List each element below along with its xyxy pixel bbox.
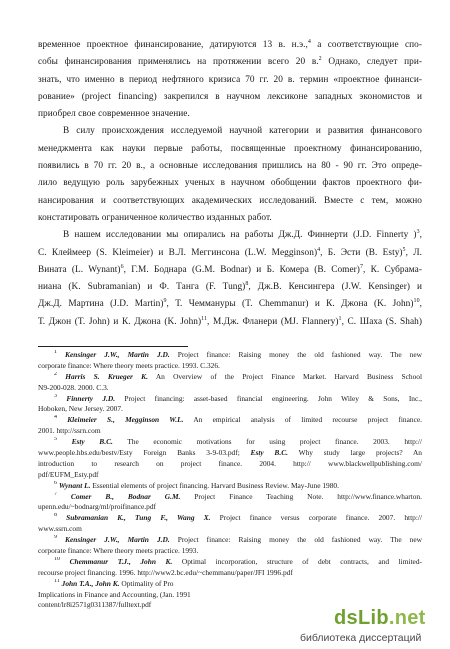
footnote-8-cont: www.ssrn.com — [38, 524, 82, 534]
text-line: приобрел свое современное значение. — [38, 109, 190, 120]
footnote-6: $^6$ Wynant L. Essential elements of project financing. Harvard Business Review. May-June 1980. — [54, 480, 339, 490]
text-line: появились в 70 гг. 20 в., а основные исследования пришлись на 80 - 90 гг. Это опреде- — [38, 161, 422, 172]
text-line: лило ведущую роль зарубежных ученых в научном обобщении фактов проектного фи- — [38, 178, 422, 189]
dslib-tagline: библиотека диссертаций — [300, 632, 422, 644]
footnote-5-cont: www.people.hbs.edu/bestv/Esty Foreign Banks 3-9-03.pdf; Esty B.C. Why study large projects? An — [38, 448, 422, 458]
footnote-1: $^1$ Kensinger J.W., Martin J.D. Project finance: Raising money the old fashioned way. The new — [54, 350, 422, 359]
footnote-11-cont: Implications in Finance and Accounting, (Jan. 1991 — [38, 589, 191, 599]
footnote-8: $^8$ Subramanian K., Tung F., Wang X. Project finance versus corporate finance. 2007. http:// — [54, 513, 422, 523]
text-line: констатировать ограниченное количество изданных работ. — [38, 212, 272, 223]
footnote-11: $^{11}$ John T.A., John K. Optimality of Pro — [54, 578, 174, 588]
footnote-2: $^2$ Harris S. Krueger K. An Overview of the Project Finance Market. Harvard Business School — [54, 371, 422, 381]
footnote-7: $^7$ Comer B., Bodnar G.M. Project Finance Teaching Note. http://www.finance.wharton. — [54, 491, 422, 501]
dslib-logo[interactable]: dsLib.net — [334, 607, 426, 629]
text-line: В нашем исследовании мы опирались на работы Дж.Д. Финнерти (J.D. Finnerty )$^3$, — [63, 229, 422, 241]
footnotes — [38, 350, 422, 611]
text-line: В силу происхождения исследуемой научной категории и развития финансового — [63, 126, 422, 137]
text-line: ниана (K. Subramanian) и Ф. Танга (F. Tung)$^8$, Дж.В. Кенсингера (J.W. Kensinger) и — [38, 281, 422, 293]
footnote-4-cont: 2001. http://ssrn.com — [38, 426, 101, 436]
text-line: Дж.Д. Мартина (J.D. Martin)$^9$, Т. Чеммануры (T. Chemmanur) и К. Джона (K. John)$^{10}$, — [38, 298, 422, 310]
body-text — [38, 37, 422, 331]
footnote-3-cont: Hoboken, New Jersey. 2007. — [38, 404, 123, 414]
footnote-1-cont: corporate finance: Where theory meets practice. 1993. С.326. — [38, 360, 220, 370]
text-line: нансирования и соответствующих академических исследований. Вместе с тем, можно — [38, 195, 422, 206]
footnote-9-cont: corporate finance: Where theory meets practice. 1993. — [38, 546, 199, 556]
footnote-3: $^3$ Finnerty J.D. Project financing: asset-based financial engineering. John Wiley & Sons, Inc., — [54, 393, 422, 403]
text-line: Т. Джон (T. John) и К. Джона (K. John)$^{11}$, М.Дж. Фланери (MJ. Flannery)$^1$, С. Шаха (S. Shah) — [38, 315, 422, 327]
footnote-4: $^4$ Kleimeier S., Megginson W.L. An empirical analysis of limited recourse project finance. — [54, 415, 422, 425]
text-line: менеджмента как науки первые работы, посвященные проектному финансированию, — [38, 143, 422, 154]
footnote-5: $^5$ Esty B.C. The economic motivations for using project finance. 2003. http:// — [54, 437, 422, 447]
footnote-separator — [38, 346, 188, 347]
text-line: рование» (project financing) закрепился в научном лексиконе западных экономистов и — [38, 91, 422, 102]
text-line: С. Клеймеер (S. Kleimeier) и В.Л. Меггинсона (L.W. Megginson)$^4$, Б. Эсти (B. Esty)$^5$, Л. — [38, 246, 422, 258]
footnote-5-cont: introduction to research on project finance. 2004. http:// www.blackwellpublishing.com/ — [38, 458, 422, 468]
text-line: временное проектное финансирование, датируются 13 в. н.э.,$^4$ а соответствующие спо- — [38, 39, 422, 50]
footnote-10: $^{10}$ Chemmanur T.J., John K. Optimal incorporation, structure of debt contracts, and limited- — [54, 556, 422, 566]
footnote-10-cont: recourse project financing. 1996. http://www2.bc.edu/~chemmanu/paper/JFI 1996.pdf — [38, 567, 293, 577]
text-line: собы финансирования применялись на протяжении всего 20 в.$^2$ Однако, следует при- — [38, 56, 422, 68]
text-line: знать, что именно в период нефтяного кризиса 70 гг. 20 в. термин «проектное финанси- — [38, 74, 422, 85]
dslib-watermark[interactable] — [250, 608, 446, 646]
footnote-9: $^9$ Kensinger J.W., Martin J.D. Project finance: Raising money the old fashioned way. The new — [54, 535, 422, 545]
footnote-11-cont: content/lr8i2571g0311387/fulltext.pdf — [38, 600, 152, 610]
footnote-7-cont: upenn.edu/~bodnarg/ml/proifinance.pdf — [38, 502, 156, 512]
text-line: Вината (L. Wynant)$^6$, Г.М. Боднара (G.M. Bodnar) и Б. Комера (B. Comer)$^7$, К. Субрама- — [38, 263, 422, 275]
footnote-5-cont: pdf/EUFM_Esty.pdf — [38, 469, 99, 479]
footnote-2-cont: N9-200-028. 2000. С.3. — [38, 382, 109, 392]
